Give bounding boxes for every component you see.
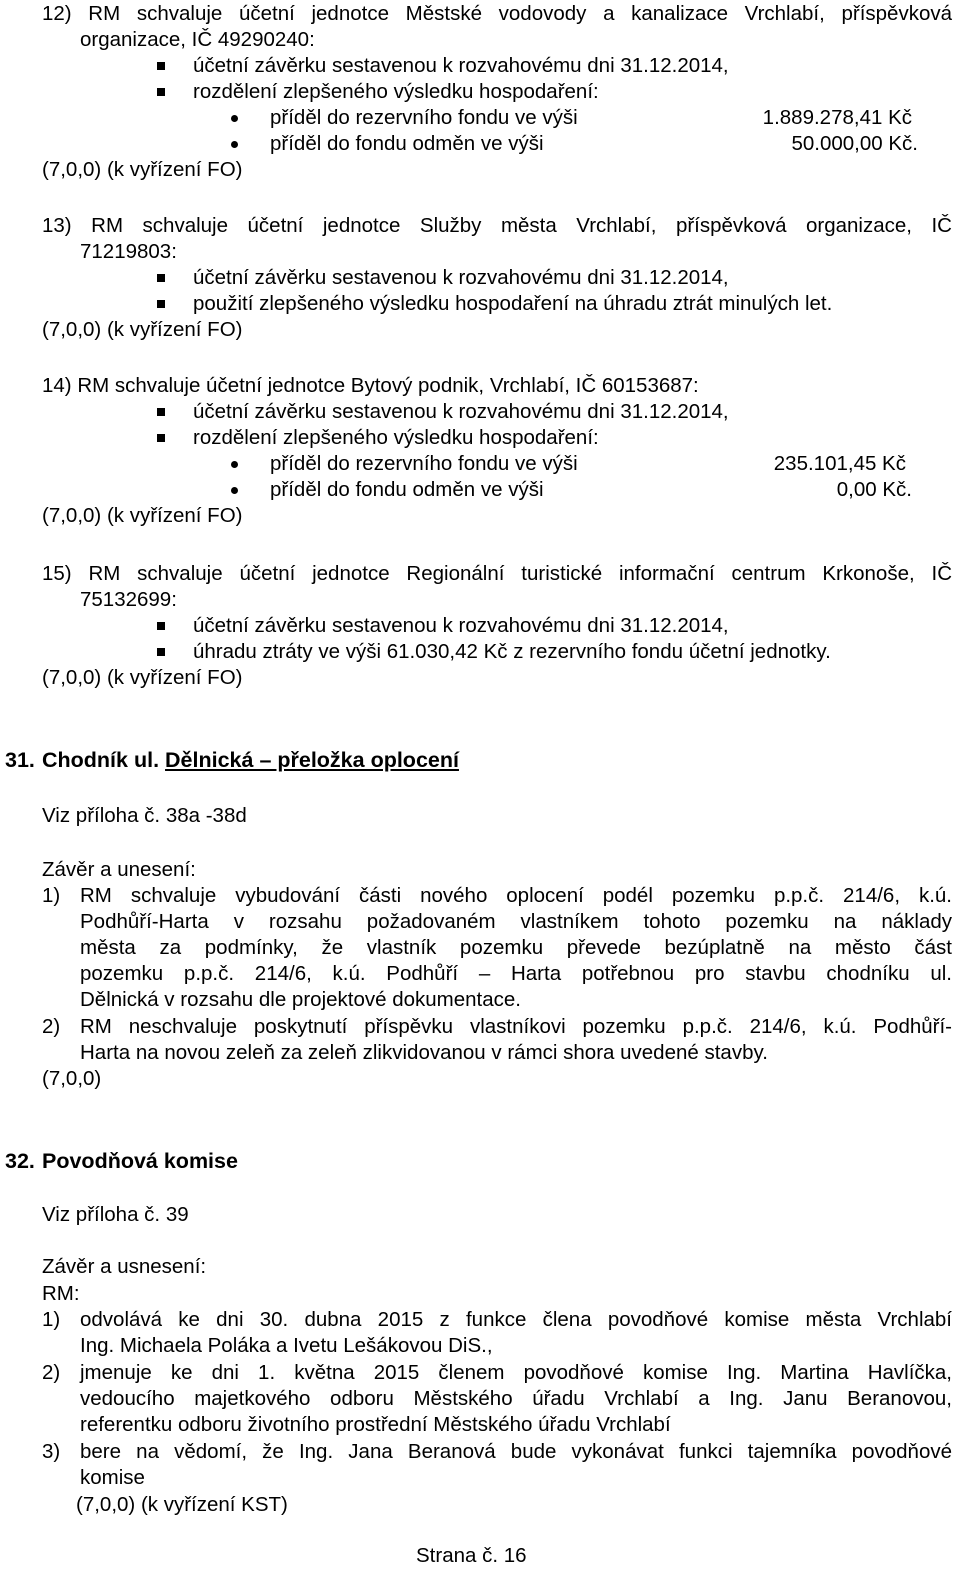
item-15-bullet-2: úhradu ztráty ve výši 61.030,42 Kč z rezervního fondu účetní jednotky. [193,640,831,663]
section-31-item-2-line-1: RM neschvaluje poskytnutí příspěvku vlastníkovi pozemku p.p.č. 214/6, k.ú. Podhůří- [80,1015,952,1038]
section-32-item-2-line-3: referentku odboru životního prostřední Městského úřadu Vrchlabí [80,1413,671,1436]
item-12-sub-1: příděl do rezervního fondu ve výši [270,106,578,129]
item-13-line-1: 13) RM schvaluje účetní jednotce Služby města Vrchlabí, příspěvková organizace, IČ [42,214,952,237]
section-32-item-1-line-1: odvolává ke dni 30. dubna 2015 z funkce člena povodňové komise města Vrchlabí [80,1308,952,1331]
section-32-item-1-line-2: Ing. Michaela Poláka a Ivetu Lešákovou DiS., [80,1334,493,1357]
section-31-title [42,746,459,774]
item-15-line-1: 15) RM schvaluje účetní jednotce Regionální turistické informační centrum Krkonoše, IČ [42,562,952,585]
square-bullet-icon [157,622,165,630]
page-number: Strana č. 16 [416,1544,527,1567]
item-12-line-1: 12) RM schvaluje účetní jednotce Městské vodovody a kanalizace Vrchlabí, příspěvková [42,2,952,25]
section-31-item-1-number: 1) [42,884,61,907]
square-bullet-icon [157,648,165,656]
round-bullet-icon [231,461,238,468]
item-14-bullet-1: účetní závěrku sestavenou k rozvahovému dni 31.12.2014, [193,400,729,423]
item-12-amount-1: 1.889.278,41 Kč [762,106,912,129]
square-bullet-icon [157,274,165,282]
section-31-item-1-line-4: pozemku p.p.č. 214/6, k.ú. Podhůří – Harta potřebnou pro stavbu chodníku ul. [80,962,952,985]
item-14-bullet-2: rozdělení zlepšeného výsledku hospodaření: [193,426,599,449]
square-bullet-icon [157,408,165,416]
round-bullet-icon [231,115,238,122]
item-12-bullet-1: účetní závěrku sestavenou k rozvahovému dni 31.12.2014, [193,54,729,77]
item-14-sub-2: příděl do fondu odměn ve výši [270,478,544,501]
section-32-rm-label: RM: [42,1282,80,1305]
section-31-item-2-number: 2) [42,1015,61,1038]
section-31-title-part-2: Dělnická – přeložka oplocení [165,748,459,772]
item-15-line-2: 75132699: [80,588,177,611]
section-31-annex: Viz příloha č. 38a -38d [42,804,247,827]
item-15-vote: (7,0,0) (k vyřízení FO) [42,666,243,689]
section-32-annex: Viz příloha č. 39 [42,1203,189,1226]
section-31-title-part-1: Chodník ul. [42,748,166,772]
round-bullet-icon [231,487,238,494]
item-13-line-2: 71219803: [80,240,177,263]
section-31-item-2-line-2: Harta na novou zeleň za zeleň zlikvidovanou v rámci shora uvedené stavby. [80,1041,768,1064]
round-bullet-icon [231,141,238,148]
section-32-item-2-number: 2) [42,1361,61,1384]
item-14-sub-1: příděl do rezervního fondu ve výši [270,452,578,475]
section-32-item-3-line-2: komise [80,1466,145,1489]
item-14-amount-1: 235.101,45 Kč [773,452,906,475]
section-31-item-1-line-3: města za podmínky, že vlastník pozemku převede bezúplatně na město část [80,936,952,959]
item-13-bullet-1: účetní závěrku sestavenou k rozvahovému dni 31.12.2014, [193,266,729,289]
square-bullet-icon [157,62,165,70]
square-bullet-icon [157,300,165,308]
item-14-amount-2: 0,00 Kč. [836,478,912,501]
square-bullet-icon [157,434,165,442]
item-12-amount-2: 50.000,00 Kč. [791,132,918,155]
section-32-item-2-line-1: jmenuje ke dni 1. května 2015 členem povodňové komise Ing. Martina Havlíčka, [80,1361,952,1384]
section-32-item-2-line-2: vedoucího majetkového odboru Městského úřadu Vrchlabí a Ing. Janu Beranovou, [80,1387,952,1410]
square-bullet-icon [157,88,165,96]
section-31-item-1-line-1: RM schvaluje vybudování části nového oplocení podél pozemku p.p.č. 214/6, k.ú. [80,884,952,907]
item-15-bullet-1: účetní závěrku sestavenou k rozvahovému dni 31.12.2014, [193,614,729,637]
section-31-item-1-line-2: Podhůří-Harta v rozsahu požadovaném vlastníkem tohoto pozemku na náklady [80,910,952,933]
section-32-item-3-line-1: bere na vědomí, že Ing. Jana Beranová bude vykonávat funkci tajemníka povodňové [80,1440,952,1463]
item-13-bullet-2: použití zlepšeného výsledku hospodaření na úhradu ztrát minulých let. [193,292,833,315]
item-14-line-1: 14) RM schvaluje účetní jednotce Bytový podnik, Vrchlabí, IČ 60153687: [42,374,699,397]
item-12-line-2: organizace, IČ 49290240: [80,28,315,51]
item-12-bullet-2: rozdělení zlepšeného výsledku hospodaření: [193,80,599,103]
section-32-title: Povodňová komise [42,1149,238,1173]
section-32-number: 32. [5,1149,35,1173]
section-32-conclusion-label: Závěr a usnesení: [42,1255,207,1278]
section-32-item-3-number: 3) [42,1440,61,1463]
section-32-vote: (7,0,0) (k vyřízení KST) [76,1493,288,1516]
section-31-conclusion-label: Závěr a unesení: [42,858,196,881]
item-12-sub-2: příděl do fondu odměn ve výši [270,132,544,155]
item-12-vote: (7,0,0) (k vyřízení FO) [42,158,243,181]
section-31-vote: (7,0,0) [42,1067,102,1090]
section-31-number: 31. [5,748,35,772]
section-32-item-1-number: 1) [42,1308,61,1331]
section-31-item-1-line-5: Dělnická v rozsahu dle projektové dokumentace. [80,988,521,1011]
item-13-vote: (7,0,0) (k vyřízení FO) [42,318,243,341]
item-14-vote: (7,0,0) (k vyřízení FO) [42,504,243,527]
